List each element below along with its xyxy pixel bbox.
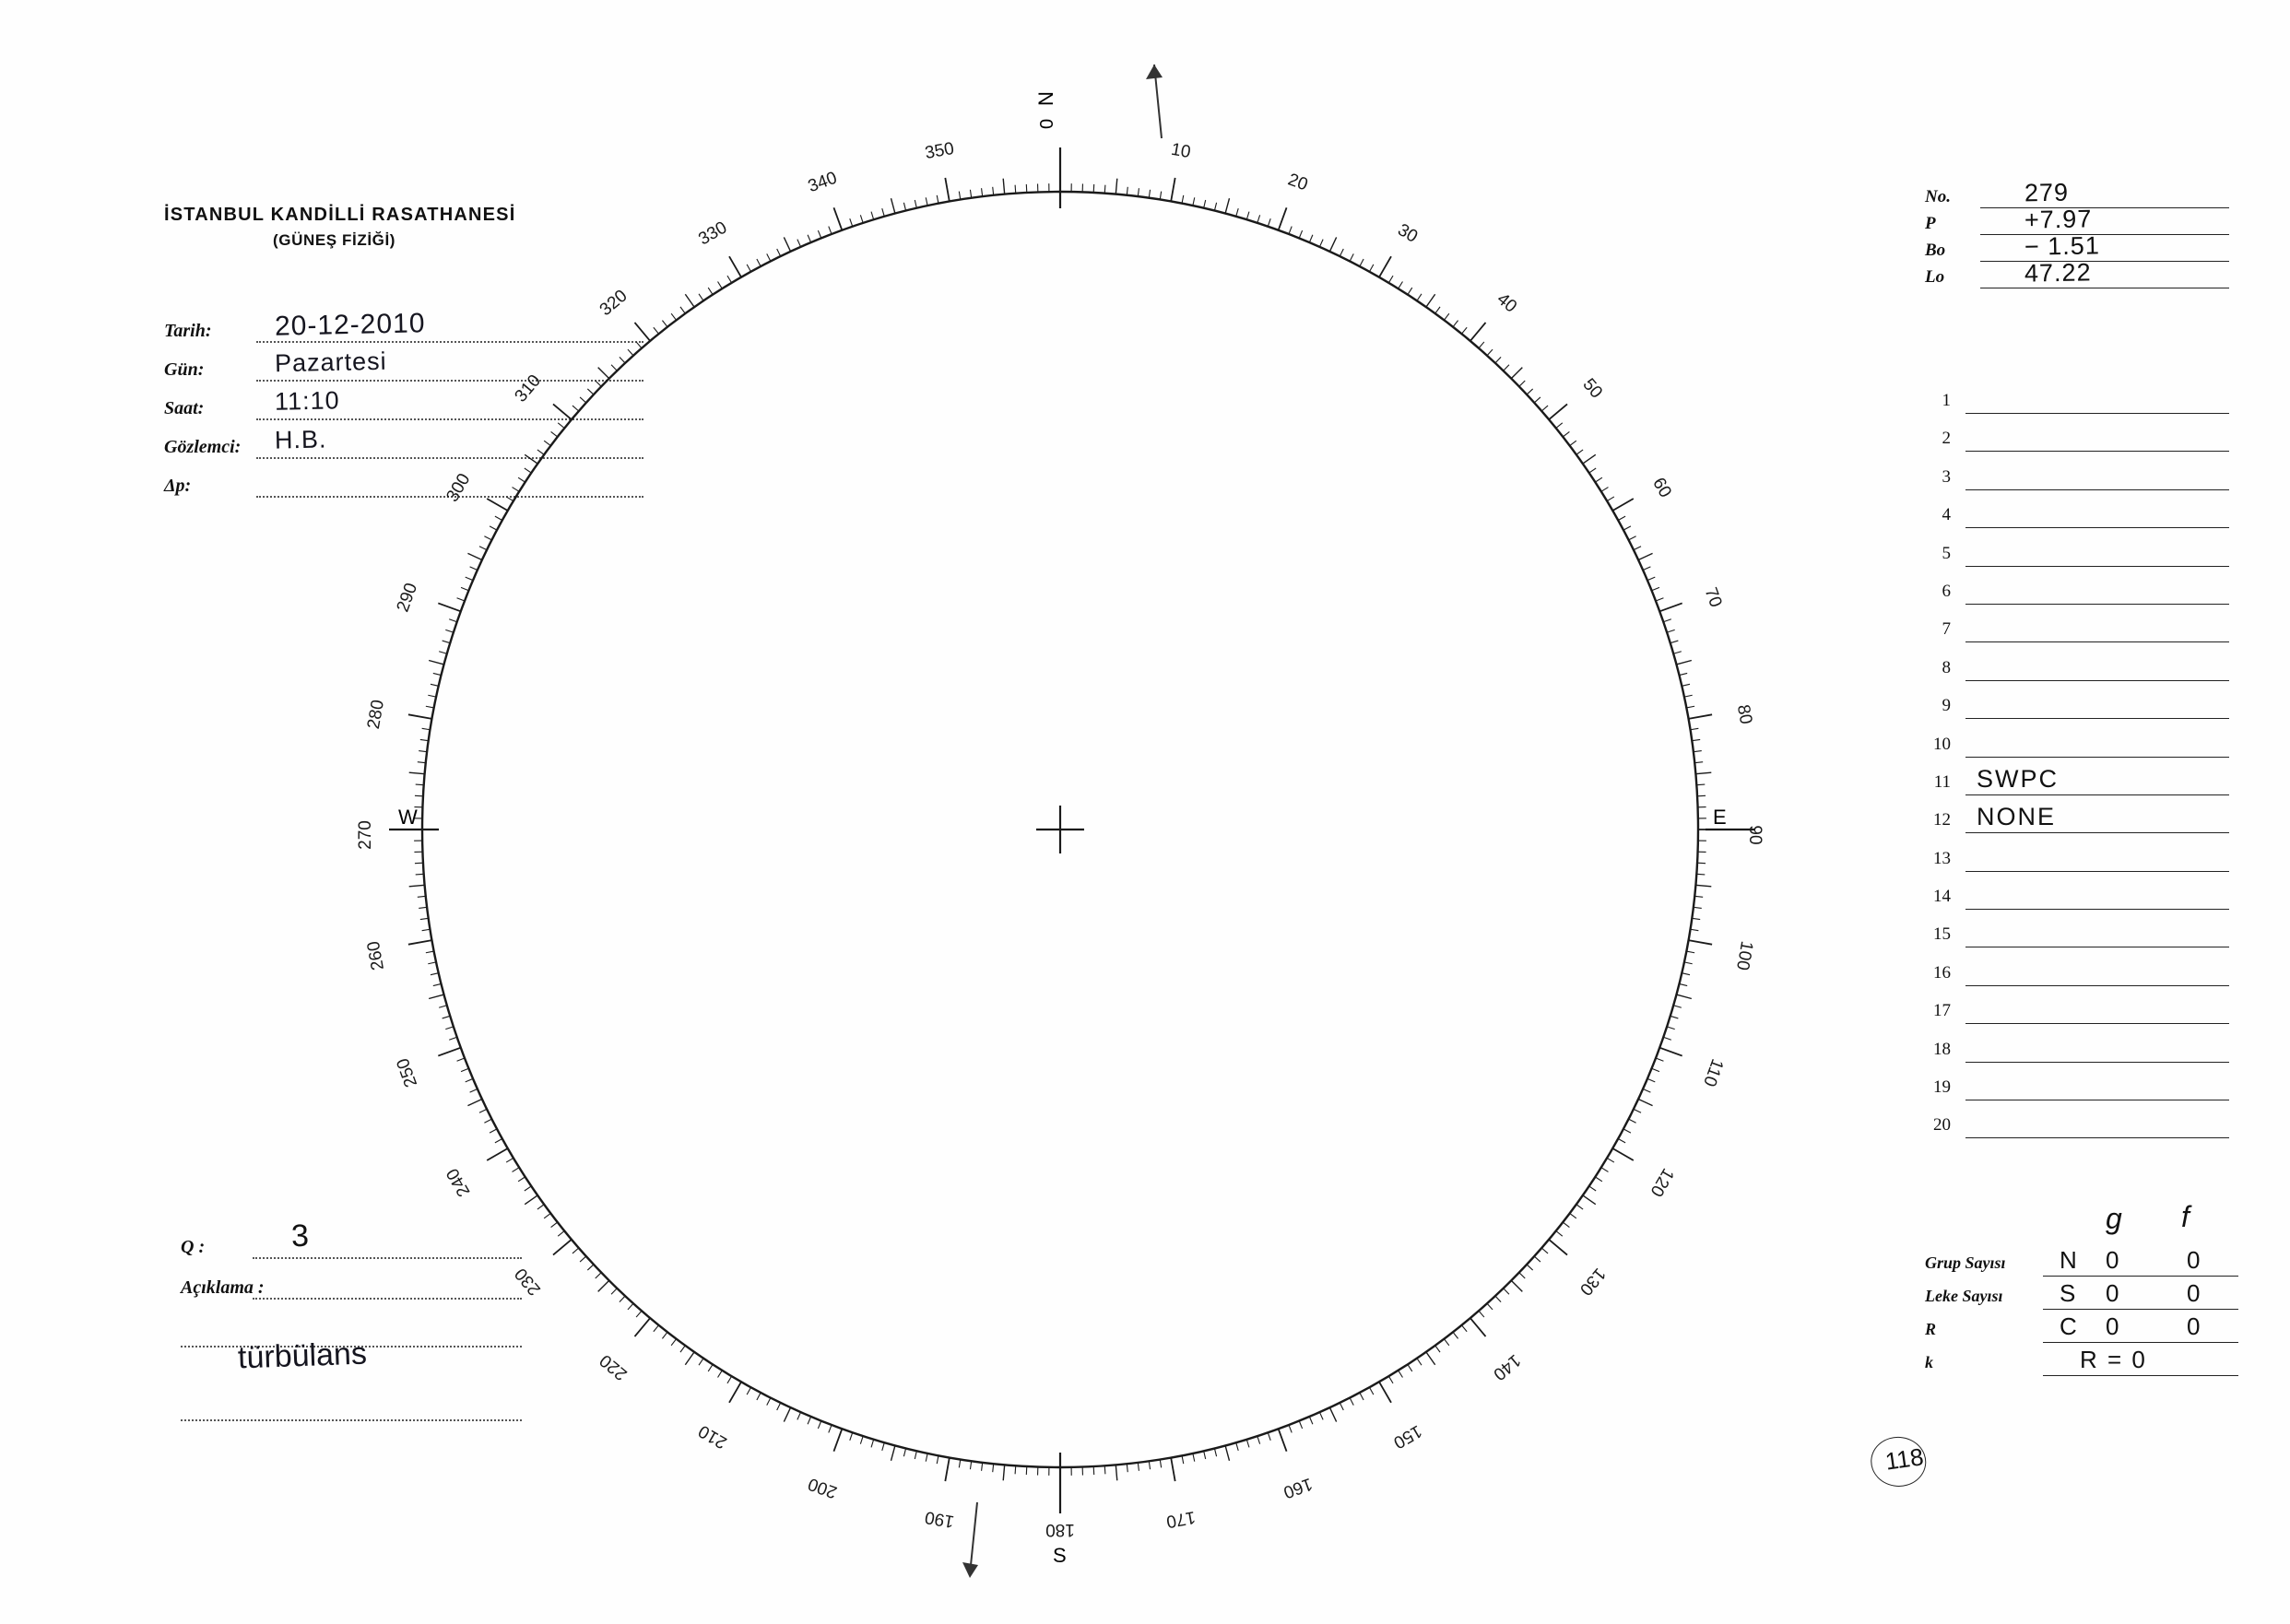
field-label-gozlemci: Gözlemci: [164, 437, 242, 457]
disk-svg [350, 37, 1788, 1604]
right-rule-p [1980, 234, 2229, 235]
list-item[interactable] [1925, 764, 2229, 805]
field-label-delta-p: Δp: [164, 476, 192, 496]
list-item[interactable] [1925, 881, 2229, 919]
degree-label: 340 [805, 168, 840, 197]
degree-label: 170 [1164, 1506, 1198, 1532]
summary-g-r[interactable]: 0 [2106, 1312, 2119, 1340]
degree-label: 300 [443, 470, 475, 506]
list-item-rule [1965, 566, 2229, 567]
right-value-no[interactable]: 279 [2024, 178, 2070, 207]
list-item-rule [1965, 641, 2229, 642]
right-row-lo [1925, 258, 2229, 291]
summary-g-grup[interactable]: 0 [2106, 1246, 2119, 1274]
degree-label: 230 [511, 1264, 546, 1300]
summary-f-r[interactable]: 0 [2187, 1312, 2201, 1340]
list-item[interactable] [1925, 995, 2229, 1033]
institute-subtitle: (GÜNEŞ FİZİĞİ) [273, 231, 396, 249]
table-row[interactable] [1925, 1347, 2238, 1381]
list-item[interactable] [1925, 614, 2229, 652]
page-number-text: 118 [1883, 1442, 1926, 1476]
degree-label: 20 [1285, 170, 1311, 195]
label-east: E [1713, 806, 1727, 829]
table-row[interactable] [1925, 1248, 2238, 1281]
label-north-zero: 0 [1037, 118, 1057, 129]
degree-label: 130 [1575, 1264, 1610, 1300]
label-south: S [1053, 1544, 1067, 1567]
summary-code-r[interactable]: C [2060, 1312, 2077, 1340]
list-item[interactable] [1925, 690, 2229, 728]
label-west: W [398, 806, 418, 829]
degree-label: 310 [511, 371, 546, 406]
list-item-number: 13 [1933, 848, 1951, 868]
list-item-number: 10 [1933, 734, 1951, 754]
right-label-p: P [1925, 214, 1936, 233]
degree-label: 50 [1578, 374, 1607, 403]
list-item-number: 15 [1933, 924, 1951, 945]
degree-label: 280 [363, 698, 389, 731]
field-value-gozlemci[interactable]: H.B. [274, 425, 327, 454]
degree-label: 90 [1745, 825, 1765, 845]
degree-label: 250 [393, 1055, 422, 1090]
degree-label: 240 [443, 1164, 475, 1200]
summary-label-k: k [1925, 1353, 1933, 1371]
list-item[interactable] [1925, 729, 2229, 767]
list-item[interactable] [1925, 843, 2229, 881]
institute-title: İSTANBUL KANDİLLİ RASATHANESİ [164, 205, 516, 225]
list-item-number: 6 [1942, 581, 1951, 601]
list-item[interactable] [1925, 1110, 2229, 1147]
list-item-rule [1965, 527, 2229, 528]
right-label-bo: Bo [1925, 241, 1946, 260]
list-item-rule [1965, 1137, 2229, 1138]
list-item[interactable] [1925, 919, 2229, 957]
list-item-rule [1965, 757, 2229, 758]
list-item-number: 1 [1942, 391, 1951, 410]
right-rule-no [1980, 207, 2229, 208]
degree-label: 10 [1169, 139, 1193, 163]
table-row[interactable] [1925, 1281, 2238, 1314]
summary-rule-r [2043, 1342, 2238, 1343]
summary-rule-leke [2043, 1309, 2238, 1310]
right-value-bo[interactable]: − 1.51 [2024, 231, 2101, 261]
list-item-rule [1965, 794, 2229, 795]
degree-label: 100 [1731, 939, 1757, 972]
list-item[interactable] [1925, 462, 2229, 500]
list-item-rule [1965, 871, 2229, 872]
list-item-number: 8 [1942, 657, 1951, 677]
list-item[interactable] [1925, 805, 2229, 842]
summary-f-grup[interactable]: 0 [2187, 1246, 2201, 1274]
quality-label: Q : [181, 1237, 206, 1257]
list-item[interactable] [1925, 958, 2229, 995]
degree-label: 330 [695, 218, 731, 250]
summary-value-k[interactable]: R = 0 [2080, 1346, 2147, 1373]
summary-table [1925, 1200, 2238, 1381]
list-item-rule [1965, 604, 2229, 605]
field-value-saat[interactable]: 11:10 [274, 386, 340, 416]
right-value-lo[interactable]: 47.22 [2024, 258, 2092, 288]
summary-rule-grup [2043, 1276, 2238, 1277]
summary-rule-k [2043, 1375, 2238, 1376]
degree-label: 70 [1700, 584, 1726, 610]
list-item-number: 2 [1942, 429, 1951, 449]
list-item-value[interactable]: NONE [1977, 803, 2057, 831]
quality-value[interactable]: 3 [290, 1218, 310, 1254]
right-rule-bo [1980, 261, 2229, 262]
degree-label: 220 [596, 1349, 632, 1384]
list-item[interactable] [1925, 385, 2229, 423]
summary-label-leke: Leke Sayısı [1925, 1287, 2003, 1305]
list-item-rule [1965, 451, 2229, 452]
list-item-number: 11 [1933, 771, 1951, 792]
summary-label-grup: Grup Sayısı [1925, 1253, 2006, 1272]
degree-label: 80 [1732, 702, 1756, 726]
degree-label: 200 [805, 1473, 840, 1502]
degree-label: 290 [393, 580, 422, 615]
list-item[interactable] [1925, 1034, 2229, 1072]
summary-g-leke[interactable]: 0 [2106, 1279, 2119, 1307]
list-item-rule [1965, 489, 2229, 490]
aciklama-label: Açıklama : [181, 1277, 265, 1298]
list-item-number: 7 [1942, 619, 1951, 640]
degree-label: 40 [1493, 288, 1521, 317]
summary-code-grup[interactable]: N [2060, 1246, 2077, 1274]
degree-label: 60 [1648, 474, 1675, 501]
center-cross-icon [1036, 806, 1084, 853]
summary-label-r: R [1925, 1320, 1937, 1338]
list-item-number: 5 [1942, 543, 1951, 563]
right-label-lo: Lo [1925, 267, 1945, 287]
summary-code-leke[interactable]: S [2060, 1279, 2076, 1307]
degree-label: 30 [1394, 220, 1422, 247]
degree-label: 270 [356, 820, 375, 850]
south-axis-marker [1053, 1453, 1067, 1567]
right-value-p[interactable]: +7.97 [2024, 205, 2093, 234]
list-item-rule [1965, 680, 2229, 681]
list-item-number: 16 [1933, 962, 1951, 983]
list-item-rule [1965, 413, 2229, 414]
list-item-number: 4 [1942, 505, 1951, 525]
label-north: N [1034, 91, 1057, 106]
degree-label: 260 [363, 939, 389, 972]
field-value-tarih[interactable]: 20-12-2010 [274, 308, 426, 342]
field-label-saat: Saat: [164, 398, 205, 418]
degree-label: 210 [695, 1420, 731, 1453]
list-item-rule [1965, 1062, 2229, 1063]
list-item-number: 19 [1933, 1077, 1951, 1098]
list-item-rule [1965, 985, 2229, 986]
list-item-number: 18 [1933, 1039, 1951, 1059]
degree-label: 160 [1281, 1473, 1316, 1502]
list-item-number: 12 [1933, 810, 1951, 830]
summary-f-leke[interactable]: 0 [2187, 1279, 2201, 1307]
list-item[interactable] [1925, 500, 2229, 537]
orientation-arrow-bottom [962, 1502, 978, 1578]
page-number [1883, 1442, 1925, 1476]
list-item-number: 9 [1942, 696, 1951, 716]
right-label-no: No. [1925, 187, 1951, 206]
numbered-entry-list [1925, 385, 2229, 1148]
degree-label: 190 [923, 1506, 956, 1532]
degree-label: 180 [1045, 1520, 1075, 1539]
field-label-gun: Gün: [164, 359, 205, 380]
degree-label: 150 [1389, 1420, 1425, 1453]
list-item-number: 3 [1942, 466, 1951, 487]
list-item[interactable] [1925, 653, 2229, 690]
list-item-rule [1965, 718, 2229, 719]
list-item-number: 17 [1933, 1001, 1951, 1021]
list-item[interactable] [1925, 576, 2229, 614]
list-item-number: 20 [1933, 1115, 1951, 1136]
summary-col-f: f [2181, 1200, 2190, 1233]
list-item-rule [1965, 909, 2229, 910]
degree-label: 120 [1646, 1164, 1678, 1200]
list-item-rule [1965, 1023, 2229, 1024]
degree-label: 320 [596, 286, 632, 321]
list-item-value[interactable]: SWPC [1977, 764, 2059, 793]
aciklama-value[interactable]: türbülans [237, 1336, 368, 1376]
degree-label: 140 [1489, 1349, 1525, 1384]
list-item[interactable] [1925, 423, 2229, 461]
summary-col-g: g [2106, 1202, 2122, 1235]
orientation-arrow-top [1146, 65, 1163, 138]
summary-table-header [1925, 1200, 2238, 1248]
table-row[interactable] [1925, 1314, 2238, 1347]
field-label-tarih: Tarih: [164, 321, 212, 341]
list-item-number: 14 [1933, 887, 1951, 907]
west-axis-marker [389, 806, 439, 830]
list-item[interactable] [1925, 1072, 2229, 1110]
list-item[interactable] [1925, 538, 2229, 576]
degree-label: 350 [923, 138, 956, 164]
list-item-rule [1965, 832, 2229, 833]
solar-disk-diagram [350, 37, 1926, 1604]
degree-label: 110 [1699, 1055, 1728, 1089]
field-value-gun[interactable]: Pazartesi [274, 347, 387, 378]
right-header-table [1925, 178, 2229, 291]
